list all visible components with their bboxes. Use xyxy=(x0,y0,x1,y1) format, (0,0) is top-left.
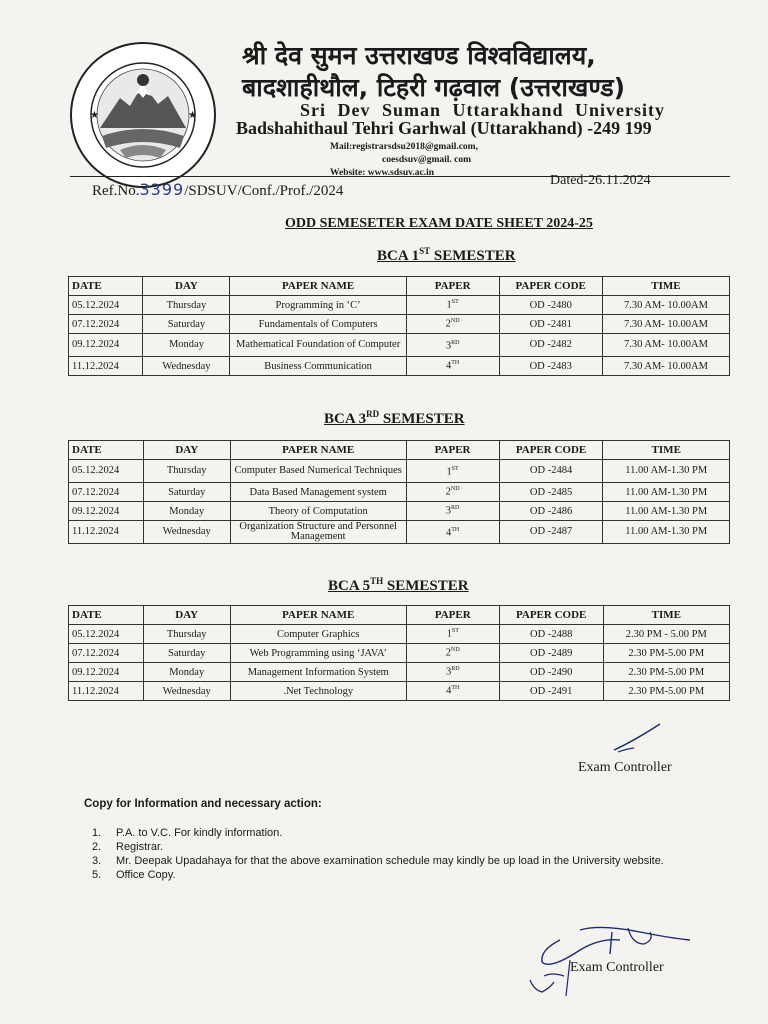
cell-time: 7.30 AM- 10.00AM xyxy=(602,334,729,357)
column-header: PAPER NAME xyxy=(230,277,406,296)
cell-code: OD -2484 xyxy=(499,460,603,483)
copy-item-number: 3. xyxy=(92,855,102,867)
cell-time: 11.00 AM-1.30 PM xyxy=(603,483,730,502)
copy-list-item xyxy=(92,826,692,840)
cell-name: Programming in ‘C’ xyxy=(230,296,406,315)
university-name-hindi xyxy=(242,40,625,104)
cell-name: Mathematical Foundation of Computer xyxy=(230,334,406,357)
cell-paper xyxy=(406,502,499,521)
table-row xyxy=(69,315,730,334)
cell-code: OD -2491 xyxy=(499,682,603,701)
column-header: PAPER xyxy=(406,441,499,460)
website-line: Website: www.sdsuv.ac.in xyxy=(330,168,434,178)
cell-date: 09.12.2024 xyxy=(69,334,143,357)
cell-day: Monday xyxy=(143,663,230,682)
cell-time: 7.30 AM- 10.00AM xyxy=(602,357,729,376)
cell-day: Saturday xyxy=(143,483,230,502)
cell-date: 11.12.2024 xyxy=(69,357,143,376)
cell-date: 05.12.2024 xyxy=(69,460,144,483)
ref-handwritten-number: 3399 xyxy=(139,180,185,199)
paper-number: 2 xyxy=(445,318,451,330)
paper-number: 4 xyxy=(446,360,452,372)
cell-time: 2.30 PM-5.00 PM xyxy=(603,663,729,682)
table-header-row xyxy=(69,441,730,460)
cell-day: Wednesday xyxy=(143,521,230,544)
column-header: DAY xyxy=(143,277,230,296)
copy-list xyxy=(92,826,692,882)
paper-number: 1 xyxy=(446,628,452,640)
paper-ordinal: RD xyxy=(451,505,460,512)
copy-item-number: 5. xyxy=(92,869,102,881)
copy-item-number: 1. xyxy=(92,827,102,839)
column-header: DAY xyxy=(143,441,230,460)
cell-name: .Net Technology xyxy=(230,682,406,701)
copy-list-item xyxy=(92,840,692,854)
cell-time: 11.00 AM-1.30 PM xyxy=(603,521,730,544)
paper-ordinal: TH xyxy=(451,685,460,692)
signature-mark-1 xyxy=(612,722,662,754)
paper-ordinal: RD xyxy=(451,666,460,673)
cell-date: 05.12.2024 xyxy=(69,296,143,315)
cell-name: Management Information System xyxy=(230,663,406,682)
copy-heading: Copy for Information and necessary action: xyxy=(84,798,322,810)
cell-date: 09.12.2024 xyxy=(69,502,144,521)
cell-date: 07.12.2024 xyxy=(69,644,144,663)
semester-title-5: BCA 5TH SEMESTER xyxy=(328,576,469,594)
table-row xyxy=(69,334,730,357)
table-row xyxy=(69,644,730,663)
cell-name: Computer Based Numerical Techniques xyxy=(230,460,406,483)
cell-name: Theory of Computation xyxy=(230,502,406,521)
cell-day: Saturday xyxy=(143,315,230,334)
hindi-line-1: श्री देव सुमन उत्तराखण्ड विश्वविद्यालय, xyxy=(242,41,596,70)
ref-prefix: Ref.No. xyxy=(92,183,140,199)
cell-paper xyxy=(406,357,499,376)
svg-text:★: ★ xyxy=(90,110,99,121)
column-header: TIME xyxy=(603,606,729,625)
table-row xyxy=(69,682,730,701)
paper-ordinal: ND xyxy=(450,486,460,493)
paper-number: 1 xyxy=(446,299,452,311)
paper-number: 2 xyxy=(445,647,452,659)
cell-paper xyxy=(406,521,499,544)
column-header: DAY xyxy=(143,606,230,625)
paper-ordinal: ND xyxy=(451,647,460,654)
column-header: PAPER NAME xyxy=(230,441,406,460)
paper-ordinal: TH xyxy=(451,360,460,367)
cell-paper xyxy=(406,625,499,644)
cell-name: Business Communication xyxy=(230,357,406,376)
table-row xyxy=(69,663,730,682)
cell-code: OD -2488 xyxy=(499,625,603,644)
paper-number: 3 xyxy=(445,340,452,352)
column-header: PAPER xyxy=(406,606,499,625)
cell-name: Computer Graphics xyxy=(230,625,406,644)
table-row xyxy=(69,502,730,521)
table-row xyxy=(69,521,730,544)
university-address: Badshahithaul Tehri Garhwal (Uttarakhand) -249 199 xyxy=(236,118,652,138)
copy-item-text: Mr. Deepak Upadahaya for that the above examination schedule may kindly be up load in the University website. xyxy=(116,855,664,867)
cell-date: 07.12.2024 xyxy=(69,483,144,502)
cell-paper xyxy=(406,315,499,334)
cell-code: OD -2481 xyxy=(499,315,602,334)
table-row xyxy=(69,296,730,315)
date-stamp: Dated-26.11.2024 xyxy=(550,173,651,188)
exam-controller-label-1: Exam Controller xyxy=(578,760,672,775)
table-row xyxy=(69,483,730,502)
cell-paper xyxy=(406,460,499,483)
cell-paper xyxy=(406,644,499,663)
contact-block xyxy=(330,141,478,180)
exam-table-bca-3 xyxy=(68,440,730,544)
cell-code: OD -2483 xyxy=(499,357,602,376)
cell-paper xyxy=(406,483,499,502)
cell-date: 05.12.2024 xyxy=(69,625,144,644)
date-sheet-title: ODD SEMESETER EXAM DATE SHEET 2024-25 xyxy=(285,216,593,231)
column-header: PAPER NAME xyxy=(230,606,406,625)
semester-title-3: BCA 3RD SEMESTER xyxy=(324,409,465,427)
cell-day: Thursday xyxy=(143,625,230,644)
cell-date: 07.12.2024 xyxy=(69,315,143,334)
column-header: TIME xyxy=(603,441,730,460)
paper-ordinal: ST xyxy=(451,299,459,306)
column-header: TIME xyxy=(602,277,729,296)
copy-item-number: 2. xyxy=(92,841,102,853)
paper-number: 2 xyxy=(445,486,451,498)
table-header-row xyxy=(69,277,730,296)
cell-time: 2.30 PM-5.00 PM xyxy=(603,682,729,701)
mail-line-1: Mail:registrarsdsu2018@gmail.com, xyxy=(330,142,478,152)
cell-time: 11.00 AM-1.30 PM xyxy=(603,460,730,483)
paper-number: 4 xyxy=(446,685,452,697)
cell-name: Data Based Management system xyxy=(230,483,406,502)
paper-ordinal: RD xyxy=(451,340,460,347)
cell-day: Thursday xyxy=(143,296,230,315)
university-name-english: Sri Dev Suman Uttarakhand University xyxy=(300,100,666,120)
paper-number: 3 xyxy=(445,666,452,678)
ref-suffix: /SDSUV/Conf./Prof./2024 xyxy=(184,183,344,199)
cell-day: Monday xyxy=(143,502,230,521)
column-header: DATE xyxy=(69,606,144,625)
copy-item-text: P.A. to V.C. For kindly information. xyxy=(116,827,283,839)
signature-mark-2 xyxy=(520,910,710,1000)
cell-day: Monday xyxy=(143,334,230,357)
paper-number: 4 xyxy=(445,527,452,539)
cell-time: 2.30 PM - 5.00 PM xyxy=(603,625,729,644)
cell-name: Fundamentals of Computers xyxy=(230,315,406,334)
cell-code: OD -2486 xyxy=(499,502,603,521)
cell-code: OD -2485 xyxy=(499,483,603,502)
copy-item-text: Registrar. xyxy=(116,841,164,853)
cell-day: Saturday xyxy=(143,644,230,663)
cell-code: OD -2490 xyxy=(499,663,603,682)
column-header: DATE xyxy=(69,441,144,460)
cell-code: OD -2489 xyxy=(499,644,603,663)
svg-text:★: ★ xyxy=(188,110,197,121)
cell-day: Wednesday xyxy=(143,682,230,701)
copy-list-item xyxy=(92,854,692,868)
cell-paper xyxy=(406,682,499,701)
cell-paper xyxy=(406,334,499,357)
cell-day: Wednesday xyxy=(143,357,230,376)
mail-line-2: coesdsuv@gmail. com xyxy=(382,155,472,165)
paper-ordinal: TH xyxy=(451,527,460,534)
university-seal-logo xyxy=(68,40,218,190)
paper-ordinal: ST xyxy=(451,628,459,635)
cell-code: OD -2482 xyxy=(499,334,602,357)
table-row xyxy=(69,460,730,483)
cell-date: 09.12.2024 xyxy=(69,663,144,682)
copy-list-item xyxy=(92,868,692,882)
cell-paper xyxy=(406,296,499,315)
column-header: PAPER CODE xyxy=(499,277,602,296)
semester-title-1: BCA 1ST SEMESTER xyxy=(377,246,516,264)
exam-table-bca-5 xyxy=(68,605,730,701)
paper-number: 1 xyxy=(446,466,452,478)
cell-time: 11.00 AM-1.30 PM xyxy=(603,502,730,521)
column-header: PAPER CODE xyxy=(499,441,603,460)
cell-time: 2.30 PM-5.00 PM xyxy=(603,644,729,663)
cell-date: 11.12.2024 xyxy=(69,682,144,701)
exam-controller-label-2: Exam Controller xyxy=(570,960,664,975)
cell-paper xyxy=(406,663,499,682)
column-header: DATE xyxy=(69,277,143,296)
table-header-row xyxy=(69,606,730,625)
table-row xyxy=(69,357,730,376)
cell-time: 7.30 AM- 10.00AM xyxy=(602,296,729,315)
cell-day: Thursday xyxy=(143,460,230,483)
exam-table-bca-1 xyxy=(68,276,730,376)
cell-date: 11.12.2024 xyxy=(69,521,144,544)
copy-item-text: Office Copy. xyxy=(116,869,176,881)
paper-number: 3 xyxy=(445,505,452,517)
hindi-line-2: बादशाहीथौल, टिहरी गढ़वाल (उत्तराखण्ड) xyxy=(242,73,626,102)
reference-number xyxy=(92,180,343,200)
cell-time: 7.30 AM- 10.00AM xyxy=(602,315,729,334)
column-header: PAPER CODE xyxy=(499,606,603,625)
cell-code: OD -2487 xyxy=(499,521,603,544)
paper-ordinal: ND xyxy=(450,318,460,325)
table-row xyxy=(69,625,730,644)
column-header: PAPER xyxy=(406,277,499,296)
cell-code: OD -2480 xyxy=(499,296,602,315)
cell-name: Web Programming using ‘JAVA’ xyxy=(230,644,406,663)
cell-name: Organization Structure and Personnel Management xyxy=(230,521,406,544)
paper-ordinal: ST xyxy=(451,466,459,473)
